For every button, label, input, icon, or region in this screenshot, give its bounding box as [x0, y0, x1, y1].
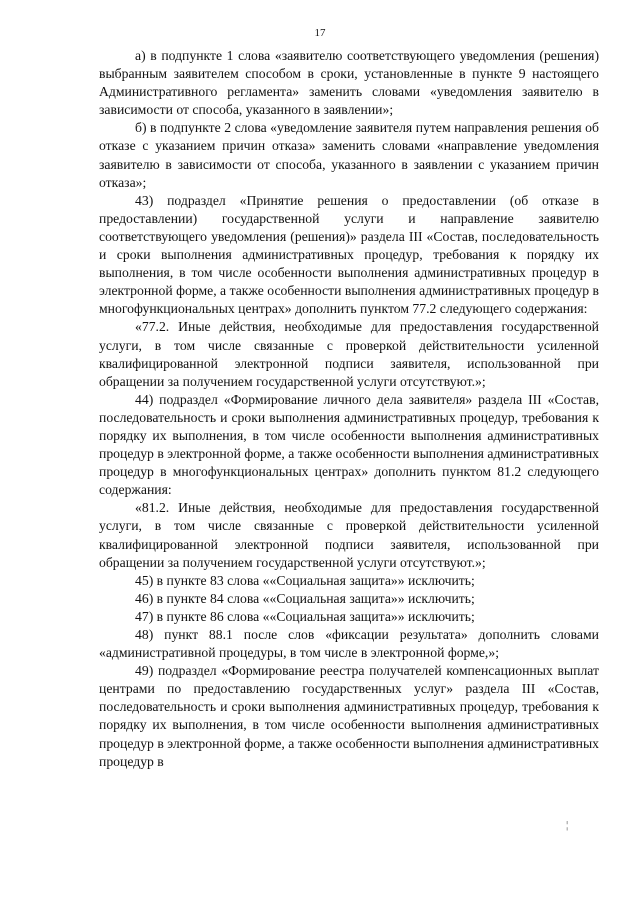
- document-body: [99, 47, 599, 771]
- paragraph: 46) в пункте 84 слова ««Социальная защита»» исключить;: [135, 590, 475, 606]
- paragraph: а) в подпункте 1 слова «заявителю соответствующего уведомления (решения) выбранным заявителем способом в сроки, установленные в пункте 9 настоящего Административного регламента» заменить словами «уведомления заявителю в зависимости от способа, указанного в заявлении»;: [99, 48, 599, 118]
- paragraph: 48) пункт 88.1 после слов «фиксации результата» дополнить словами «административной процедуры, в том числе в электронной форме,»;: [99, 627, 599, 661]
- page-number: 17: [314, 27, 326, 39]
- scan-mark: ¦: [566, 819, 569, 831]
- paragraph: 49) подраздел «Формирование реестра получателей компенсационных выплат центрами по предоставлению государственных услуг» раздела III «Состав, последовательность и сроки выполнения административных процедур, требования к порядку их выполнения, в том числе особенности выполнения административных процедур в электронной форме, а также особенности выполнения административных процедур в: [99, 663, 599, 769]
- paragraph: 45) в пункте 83 слова ««Социальная защита»» исключить;: [135, 572, 475, 588]
- paragraph: «77.2. Иные действия, необходимые для предоставления государственной услуги, в том числе связанные с проверкой действительности усиленной квалифицированной электронной подписи заявителя, использованной при обращении за получением государственной услуги отсутствуют.»;: [99, 319, 599, 389]
- paragraph: 47) в пункте 86 слова ««Социальная защита»» исключить;: [135, 608, 475, 624]
- paragraph: б) в подпункте 2 слова «уведомление заявителя путем направления решения об отказе с указанием причин отказа» заменить словами «направление уведомления заявителю в зависимости от способа, указанного в заявлении с указанием причин отказа»;: [99, 120, 599, 190]
- paragraph: «81.2. Иные действия, необходимые для предоставления государственной услуги, в том числе связанные с проверкой действительности усиленной квалифицированной электронной подписи заявителя, использованной при обращении за получением государственной услуги отсутствуют.»;: [99, 500, 599, 570]
- paragraph: 44) подраздел «Формирование личного дела заявителя» раздела III «Состав, последовательность и сроки выполнения административных процедур, требования к порядку их выполнения, в том числе особенности выполнения административных процедур в электронной форме, а также особенности выполнения административных процедур в многофункциональных центрах» дополнить пунктом 81.2 следующего содержания:: [99, 391, 599, 498]
- paragraph: 43) подраздел «Принятие решения о предоставлении (об отказе в предоставлении) государственной услуги и направление заявителю соответствующего уведомления (решения)» раздела III «Состав, последовательность и сроки выполнения административных процедур, требования к порядку их выполнения, в том числе особенности выполнения административных процедур в электронной форме, а также особенности выполнения административных процедур в многофункциональных центрах» дополнить пунктом 77.2 следующего содержания:: [99, 192, 599, 317]
